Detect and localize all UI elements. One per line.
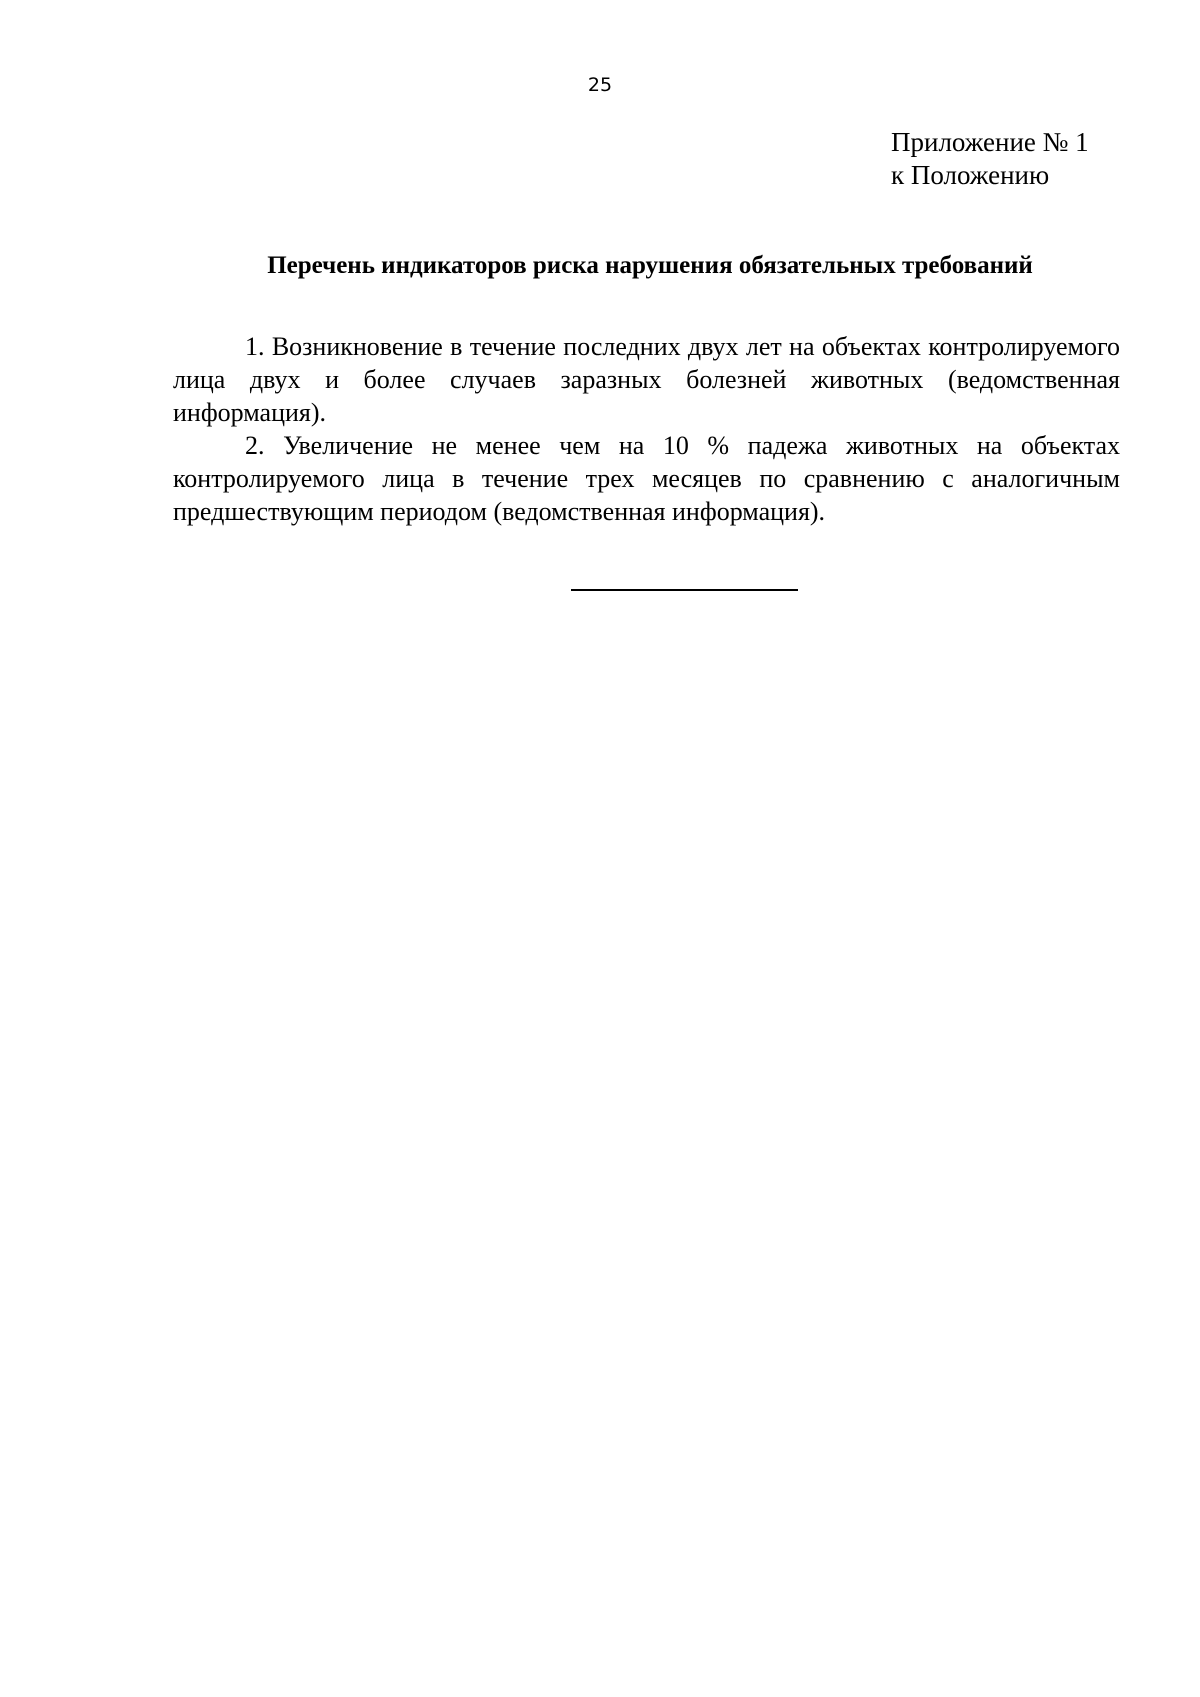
page-number: 25 — [587, 74, 613, 96]
document-title: Перечень индикаторов риска нарушения обязательных требований — [267, 252, 1033, 279]
appendix-line-1: Приложение № 1 — [891, 127, 1089, 157]
appendix-reference — [891, 126, 1089, 192]
end-separator-line — [571, 589, 798, 591]
paragraph-item-2: 2. Увеличение не менее чем на 10 % падежа животных на объектах контролируемого лица в течение трех месяцев по сравнению с аналогичным предшествующим периодом (ведомственная информация). — [173, 431, 1120, 526]
paragraph-item-1: 1. Возникновение в течение последних двух лет на объектах контролируемого лица двух и более случаев заразных болезней животных (ведомственная информация). — [173, 332, 1120, 427]
document-body — [173, 330, 1120, 528]
appendix-line-2: к Положению — [891, 160, 1050, 190]
